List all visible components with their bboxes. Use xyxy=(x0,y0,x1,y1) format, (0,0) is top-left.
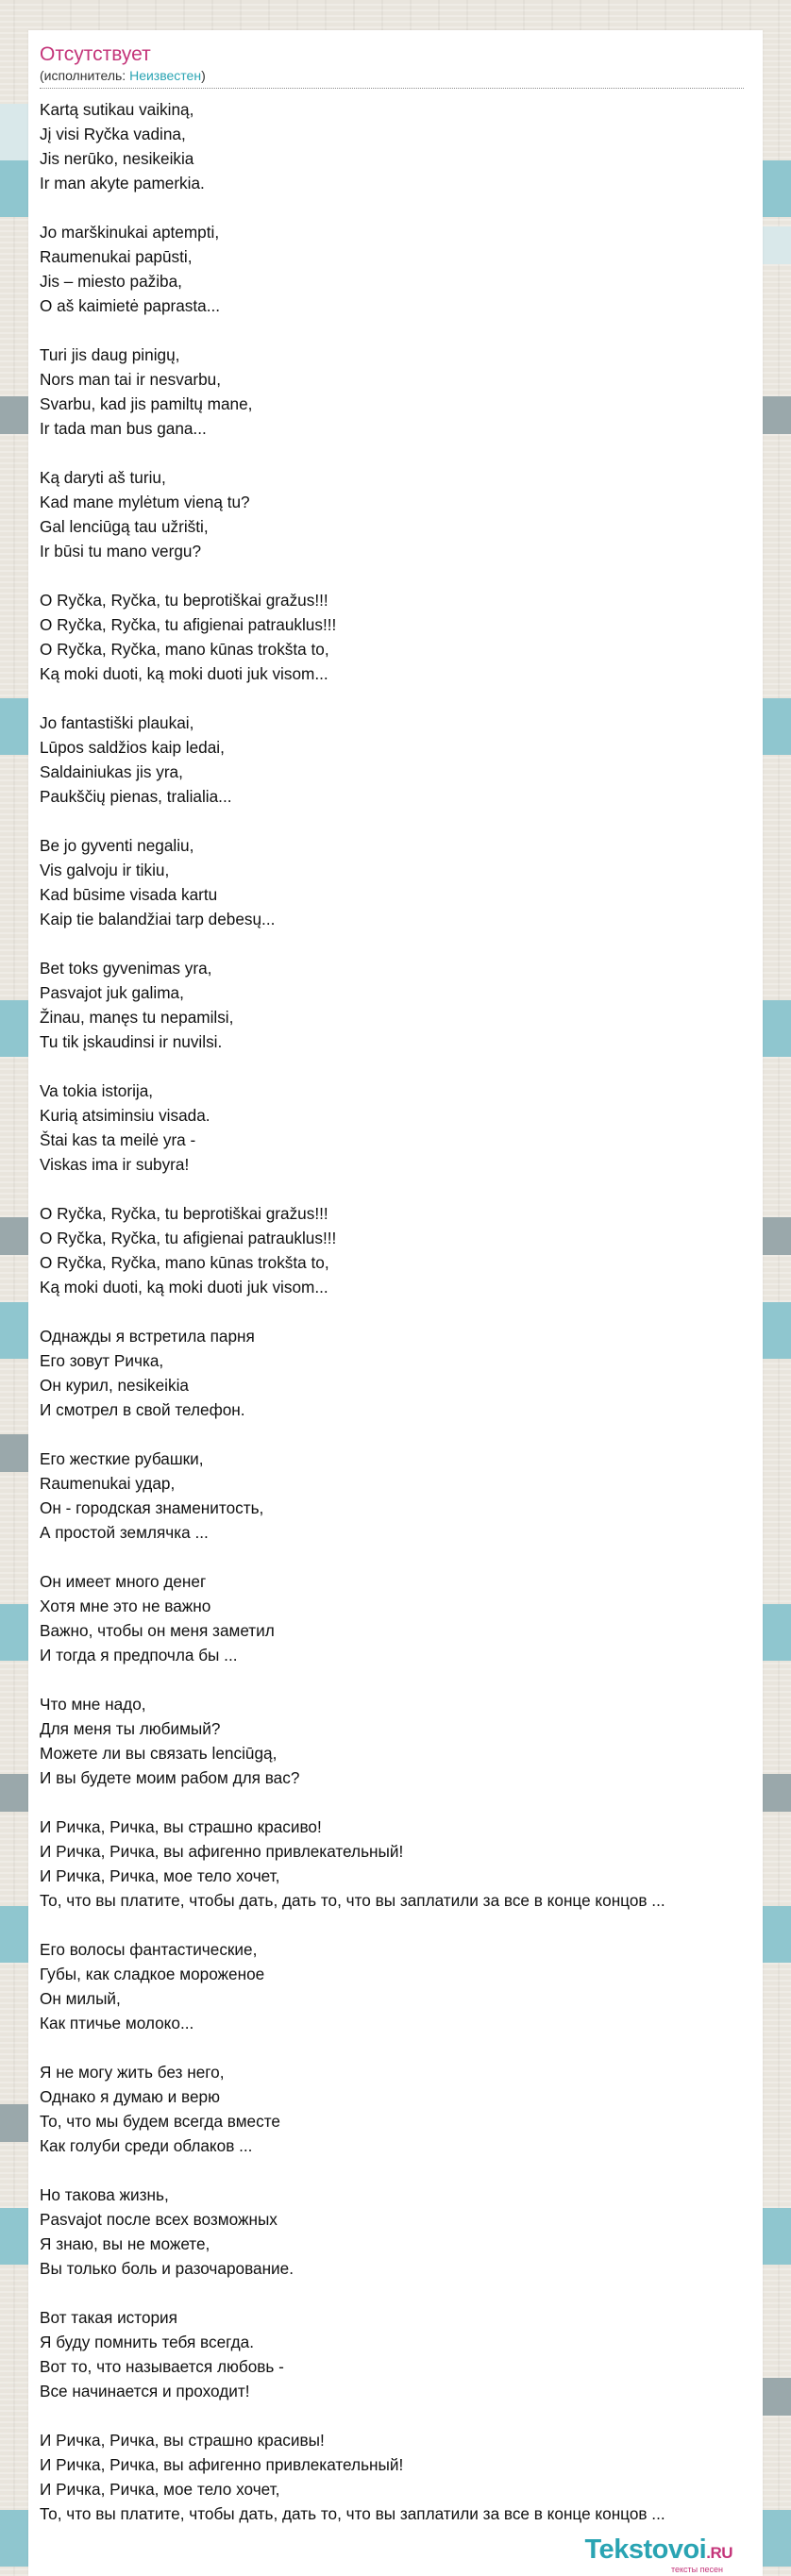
stanza-break xyxy=(40,686,763,711)
lyric-line: Он имеет много денег xyxy=(40,1572,207,1591)
lyric-line: И Ричка, Ричка, вы страшно красивы! xyxy=(40,2431,325,2450)
lyric-line: Можете ли вы связать lenciūgą, xyxy=(40,1744,278,1763)
lyric-line: Jo marškinukai aptempti, xyxy=(40,223,220,242)
stanza-break xyxy=(40,1913,763,1937)
stanza-break xyxy=(40,1545,763,1569)
lyric-line: Ką moki duoti, ką moki duoti juk visom... xyxy=(40,664,328,683)
lyric-line: Его зовут Ричка, xyxy=(40,1351,164,1370)
lyric-line: Raumenukai удар, xyxy=(40,1474,176,1493)
lyric-line: Все начинается и проходит! xyxy=(40,2382,250,2400)
stanza-break xyxy=(40,441,763,465)
lyric-line: Pasvajot juk galima, xyxy=(40,983,184,1002)
lyric-line: O Ryčka, Ryčka, tu afigienai patrauklus!!! xyxy=(40,1229,337,1247)
stanza-break xyxy=(40,2281,763,2305)
lyric-line: Он милый, xyxy=(40,1989,121,2008)
lyric-line: Как голуби среди облаков ... xyxy=(40,2136,253,2155)
lyric-line: Viskas ima ir subyra! xyxy=(40,1155,190,1174)
lyric-line: Однако я думаю и верю xyxy=(40,2087,220,2106)
lyric-line: Что мне надо, xyxy=(40,1695,146,1714)
site-logo[interactable] xyxy=(585,2535,733,2574)
stanza-break xyxy=(40,2158,763,2183)
lyric-line: O Ryčka, Ryčka, tu beprotiškai gražus!!! xyxy=(40,591,328,610)
lyric-line: Ir man akyte pamerkia. xyxy=(40,174,205,192)
lyric-line: Jis nerūko, nesikeikia xyxy=(40,149,194,168)
artist-prefix: (исполнитель: xyxy=(40,68,130,83)
lyric-line: И вы будете моим рабом для вас? xyxy=(40,1768,300,1787)
lyric-line: Turi jis daug pinigų, xyxy=(40,345,180,364)
lyric-line: Ir būsi tu mano vergu? xyxy=(40,542,202,560)
artist-link[interactable]: Неизвестен xyxy=(129,68,202,83)
lyric-line: И Ричка, Ричка, вы афигенно привлекательный! xyxy=(40,1842,404,1861)
lyric-line: Вот такая история xyxy=(40,2308,177,2327)
lyrics-text xyxy=(28,89,763,2526)
lyric-line: То, что вы платите, чтобы дать, дать то, что вы заплатили за все в конце концов ... xyxy=(40,1891,665,1910)
lyric-line: Вот то, что называется любовь - xyxy=(40,2357,284,2376)
lyric-line: O Ryčka, Ryčka, tu beprotiškai gražus!!! xyxy=(40,1204,328,1223)
lyric-line: O Ryčka, Ryčka, mano kūnas trokšta to, xyxy=(40,1253,329,1272)
lyric-line: Kad būsime visada kartu xyxy=(40,885,218,904)
logo-wordmark xyxy=(585,2535,733,2568)
lyric-line: И Ричка, Ричка, мое тело хочет, xyxy=(40,1866,280,1885)
song-title: Отсутствует xyxy=(40,43,151,65)
lyric-line: Raumenukai papūsti, xyxy=(40,247,193,266)
lyric-line: Be jo gyventi negaliu, xyxy=(40,836,194,855)
lyric-line: Его волосы фантастические, xyxy=(40,1940,258,1959)
song-header xyxy=(28,30,763,84)
stanza-break xyxy=(40,1054,763,1079)
lyric-line: Ką moki duoti, ką moki duoti juk visom... xyxy=(40,1278,328,1296)
lyric-line: Va tokia istorija, xyxy=(40,1081,154,1100)
left-decorative-stripes xyxy=(0,0,28,2576)
stanza-break xyxy=(40,1790,763,1815)
lyric-line: Jo fantastiški plaukai, xyxy=(40,713,194,732)
lyric-line: Vis galvoju ir tikiu, xyxy=(40,861,170,879)
lyric-line: Как птичье молоко... xyxy=(40,2014,194,2032)
lyric-line: Štai kas ta meilė yra - xyxy=(40,1130,196,1149)
lyric-line: Губы, как сладкое мороженое xyxy=(40,1965,265,1983)
stanza-break xyxy=(40,318,763,343)
lyric-line: O Ryčka, Ryčka, tu afigienai patrauklus!!! xyxy=(40,615,337,634)
lyric-line: Он курил, nesikeikia xyxy=(40,1376,189,1395)
stanza-break xyxy=(40,809,763,833)
lyric-line: Я буду помнить тебя всегда. xyxy=(40,2333,254,2351)
lyric-line: Bet toks gyvenimas yra, xyxy=(40,959,212,978)
lyric-line: Но такова жизнь, xyxy=(40,2185,169,2204)
lyric-line: Paukščių pienas, tralialia... xyxy=(40,787,232,806)
lyric-line: Важно, чтобы он меня заметил xyxy=(40,1621,275,1640)
lyric-line: O aš kaimietė paprasta... xyxy=(40,296,221,315)
stanza-break xyxy=(40,195,763,220)
lyric-line: Однажды я встретила парня xyxy=(40,1327,255,1346)
lyric-line: И Ричка, Ричка, мое тело хочет, xyxy=(40,2480,280,2499)
lyric-line: Lūpos saldžios kaip ledai, xyxy=(40,738,225,757)
stanza-break xyxy=(40,931,763,956)
lyric-line: Вы только боль и разочарование. xyxy=(40,2259,294,2278)
right-decorative-stripes xyxy=(763,0,791,2576)
stanza-break xyxy=(40,563,763,588)
lyric-line: Kad mane mylėtum vieną tu? xyxy=(40,493,250,511)
lyric-line: Gal lenciūgą tau užrišti, xyxy=(40,517,209,536)
lyric-line: Svarbu, kad jis pamiltų mane, xyxy=(40,394,253,413)
stanza-break xyxy=(40,1299,763,1324)
lyric-line: Ką daryti aš turiu, xyxy=(40,468,166,487)
lyric-line: И смотрел в свой телефон. xyxy=(40,1400,245,1419)
stanza-break xyxy=(40,2035,763,2060)
lyrics-page xyxy=(28,30,763,2576)
lyric-line: Для меня ты любимый? xyxy=(40,1719,221,1738)
lyric-line: Его жесткие рубашки, xyxy=(40,1449,204,1468)
stanza-break xyxy=(40,1422,763,1447)
lyric-line: И тогда я предпочла бы ... xyxy=(40,1646,238,1664)
lyric-line: Jis – miesto pažiba, xyxy=(40,272,182,291)
lyric-line: То, что вы платите, чтобы дать, дать то, что вы заплатили за все в конце концов ... xyxy=(40,2504,665,2523)
logo-tld: .RU xyxy=(706,2544,732,2562)
lyric-line: Я знаю, вы не можете, xyxy=(40,2234,210,2253)
lyric-line: А простой землячка ... xyxy=(40,1523,209,1542)
lyric-line: Ir tada man bus gana... xyxy=(40,419,207,438)
lyric-line: Я не могу жить без него, xyxy=(40,2063,225,2082)
lyric-line: То, что мы будем всегда вместе xyxy=(40,2112,280,2131)
lyric-line: Kartą sutikau vaikiną, xyxy=(40,100,194,119)
stanza-break xyxy=(40,1177,763,1201)
lyric-line: Nors man tai ir nesvarbu, xyxy=(40,370,221,389)
lyric-line: Žinau, manęs tu nepamilsi, xyxy=(40,1008,234,1027)
logo-name: Tekstovoi xyxy=(584,2534,707,2565)
lyric-line: Kaip tie balandžiai tarp debesų... xyxy=(40,910,276,928)
lyric-line: Saldainiukas jis yra, xyxy=(40,762,183,781)
lyric-line: Kurią atsiminsiu visada. xyxy=(40,1106,210,1125)
artist-line xyxy=(40,68,763,84)
lyric-line: Он - городская знаменитость, xyxy=(40,1498,264,1517)
lyric-line: И Ричка, Ричка, вы страшно красиво! xyxy=(40,1817,322,1836)
lyric-line: O Ryčka, Ryčka, mano kūnas trokšta to, xyxy=(40,640,329,659)
lyric-line: Хотя мне это не важно xyxy=(40,1597,211,1615)
stanza-break xyxy=(40,2403,763,2428)
lyric-line: И Ричка, Ричка, вы афигенно привлекательный! xyxy=(40,2455,404,2474)
stanza-break xyxy=(40,1667,763,1692)
lyric-line: Pasvajot после всех возможных xyxy=(40,2210,278,2229)
lyric-line: Jį visi Ryčka vadina, xyxy=(40,125,186,143)
artist-suffix: ) xyxy=(201,68,206,83)
lyric-line: Tu tik įskaudinsi ir nuvilsi. xyxy=(40,1032,223,1051)
logo-tagline: тексты песен xyxy=(670,2565,723,2574)
